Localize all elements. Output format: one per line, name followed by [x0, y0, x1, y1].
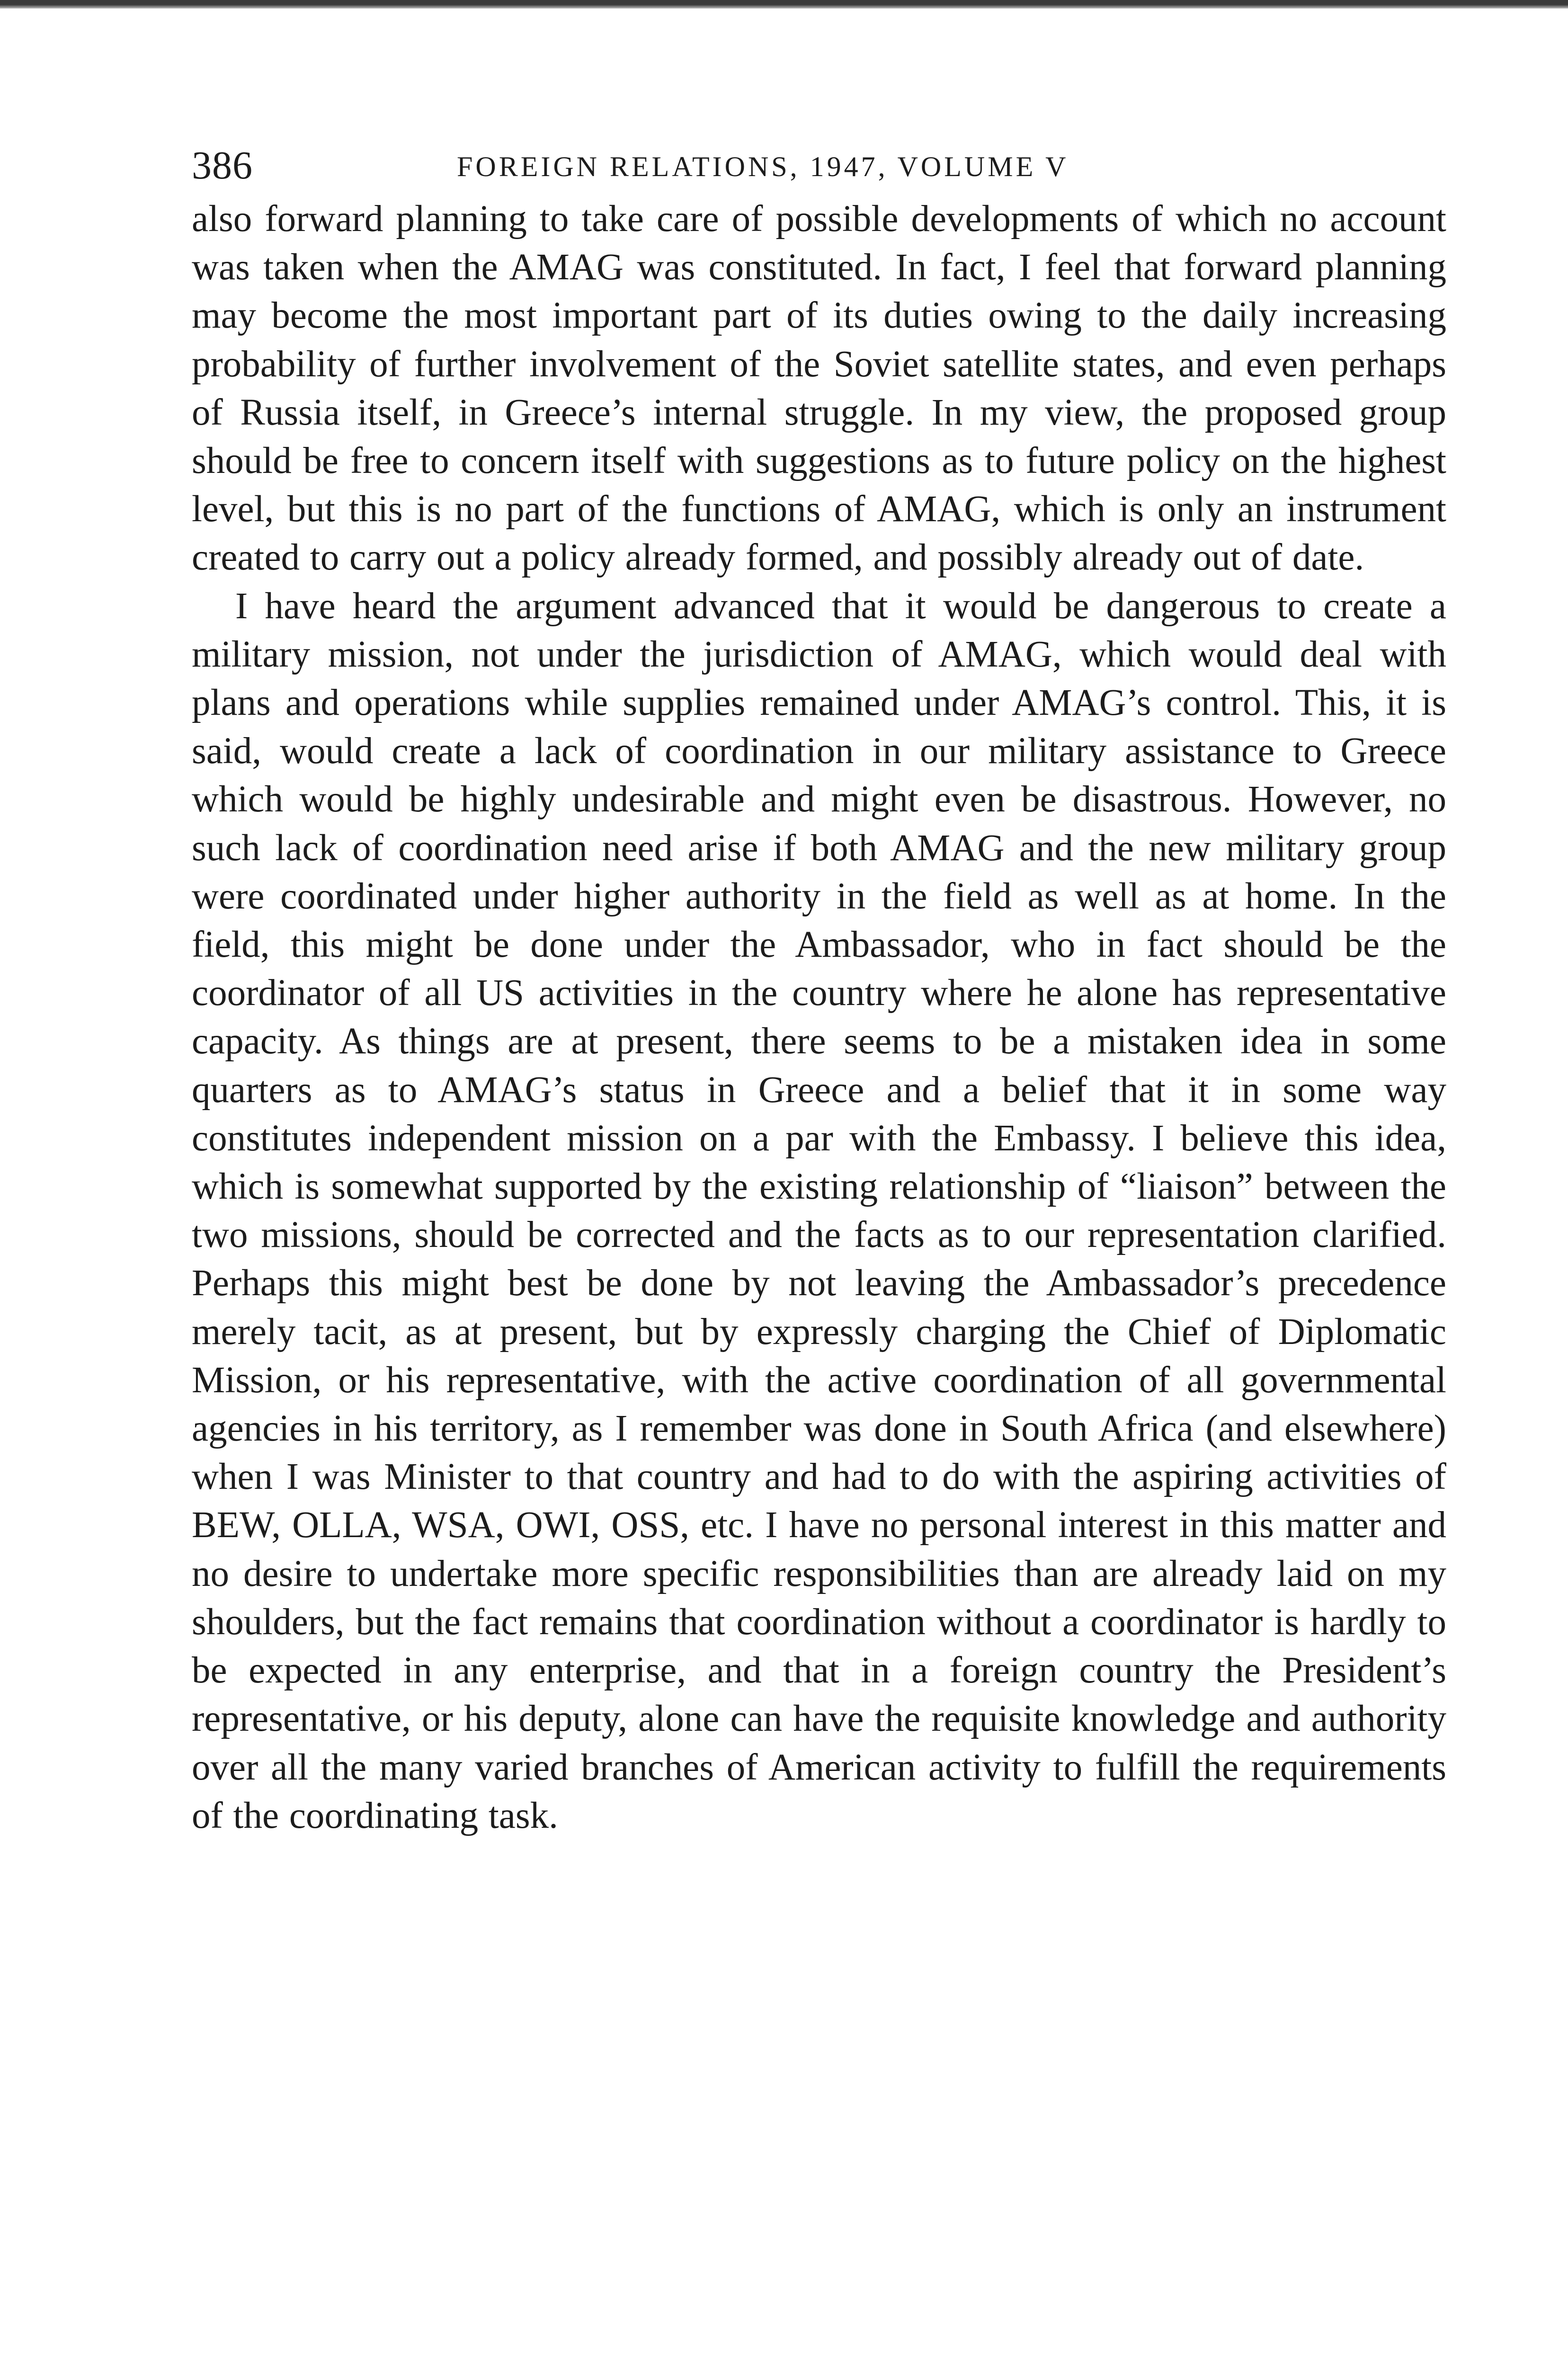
page-top-rule	[0, 0, 1568, 9]
body-text	[192, 195, 1446, 1840]
paragraph-coordination: I have heard the argument advanced that it would be dangerous to create a military mission, not under the jurisdiction of AMAG, which would deal with plans and operations while supplies remained under AMAG’s control. This, it is said, would create a lack of coordination in our military assistance to Greece which would be highly undesirable and might even be disastrous. However, no such lack of coordination need arise if both AMAG and the new military group were coordinated under higher authority in the field as well as at home. In the field, this might be done under the Ambassador, who in fact should be the coordinator of all US activities in the country where he alone has representative capacity. As things are at present, there seems to be a mistaken idea in some quarters as to AMAG’s status in Greece and a belief that it in some way constitutes independent mission on a par with the Embassy. I believe this idea, which is somewhat supported by the existing relationship of “liaison” between the two missions, should be corrected and the facts as to our representation clarified. Perhaps this might best be done by not leaving the Ambassador’s precedence merely tacit, as at present, but by expressly charging the Chief of Diplomatic Mission, or his representative, with the active coordination of all governmental agencies in his territory, as I remember was done in South Africa (and elsewhere) when I was Minister to that country and had to do with the aspiring activities of BEW, OLLA, WSA, OWI, OSS, etc. I have no personal interest in this matter and no desire to undertake more specific responsibilities than are already laid on my shoulders, but the fact remains that coordination without a coordinator is hardly to be expected in any enterprise, and that in a foreign country the President’s representative, or his deputy, alone can have the requisite knowledge and authority over all the many varied branches of American activity to fulfill the requirements of the coordinating task.	[192, 585, 1446, 1836]
running-head	[192, 142, 1446, 194]
running-title: FOREIGN RELATIONS, 1947, VOLUME V	[457, 151, 1069, 182]
page-number: 386	[192, 143, 253, 187]
paragraph-continuation: also forward planning to take care of possible developments of which no account was taken when the AMAG was constituted. In fact, I feel that forward planning may become the most important part of its duties owing to the daily increasing probability of further involvement of the Soviet satellite states, and even perhaps of Russia itself, in Greece’s internal struggle. In my view, the proposed group should be free to concern itself with suggestions as to future policy on the highest level, but this is no part of the functions of AMAG, which is only an instrument created to carry out a policy already formed, and possibly already out of date.	[192, 198, 1446, 578]
document-page	[192, 142, 1446, 1840]
